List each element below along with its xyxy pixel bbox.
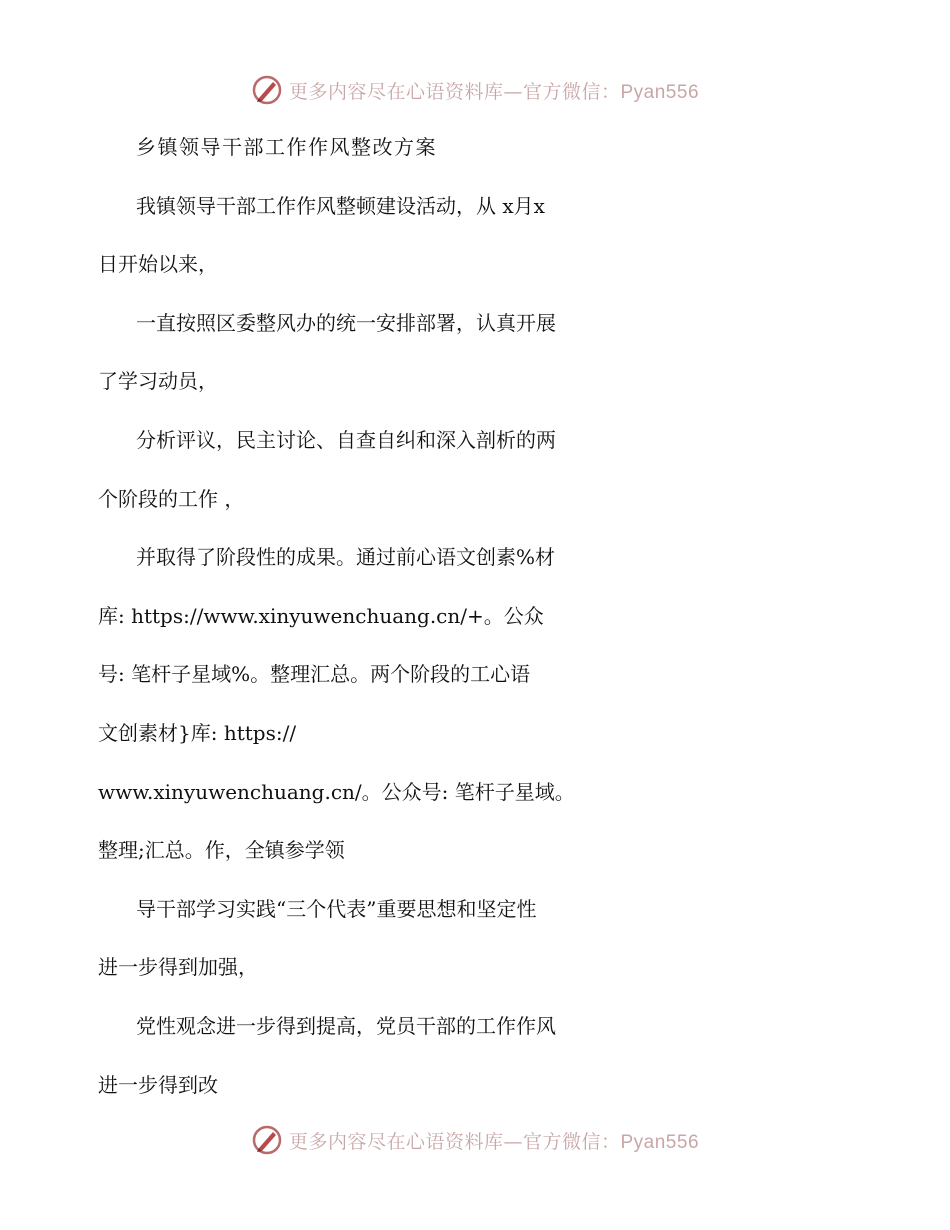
text-line: 党性观念进一步得到提高，党员干部的工作作风	[136, 1013, 556, 1038]
pen-logo-icon	[251, 74, 283, 106]
text-line: 个阶段的工作 ，	[98, 486, 245, 511]
header-watermark	[0, 70, 950, 110]
text-line: 并取得了阶段性的成果。通过前心语文创素%材	[136, 545, 556, 570]
text-line: 分析评议，民主讨论、自查自纠和深入剖析的两	[136, 427, 556, 452]
watermark-handle: Pyan556	[620, 1131, 700, 1153]
text-line: www.xinyuwenchuang.cn/。公众号: 笔杆子星域。	[98, 779, 575, 804]
text-line: 整理;汇总。作，全镇参学领	[98, 838, 345, 863]
text-line: 了学习动员，	[98, 369, 218, 394]
watermark-handle: Pyan556	[620, 81, 700, 103]
text-line: 进一步得到加强，	[98, 955, 258, 980]
watermark-text: 更多内容尽在心语资料库—官方微信：Pyan556	[288, 1130, 700, 1153]
document-title: 乡镇领导干部工作作风整改方案	[136, 135, 437, 159]
text-line: 号: 笔杆子星域%。整理汇总。两个阶段的工心语	[98, 662, 531, 687]
document-body	[98, 118, 858, 1114]
text-line: 日开始以来，	[98, 252, 218, 277]
text-line: 一直按照区委整风办的统一安排部署，认真开展	[136, 310, 556, 335]
text-line: 导干部学习实践“三个代表”重要思想和坚定性	[136, 896, 537, 921]
pen-logo-icon	[251, 1124, 283, 1156]
footer-watermark	[0, 1120, 950, 1160]
text-line: 我镇领导干部工作作风整顿建设活动，从 x月x	[136, 193, 545, 218]
text-line: 进一步得到改	[98, 1072, 218, 1097]
text-line: 库: https://www.xinyuwenchuang.cn/+。公众	[98, 603, 544, 628]
text-line: 文创素材}库: https://	[98, 720, 297, 745]
watermark-text: 更多内容尽在心语资料库—官方微信：Pyan556	[288, 80, 700, 103]
